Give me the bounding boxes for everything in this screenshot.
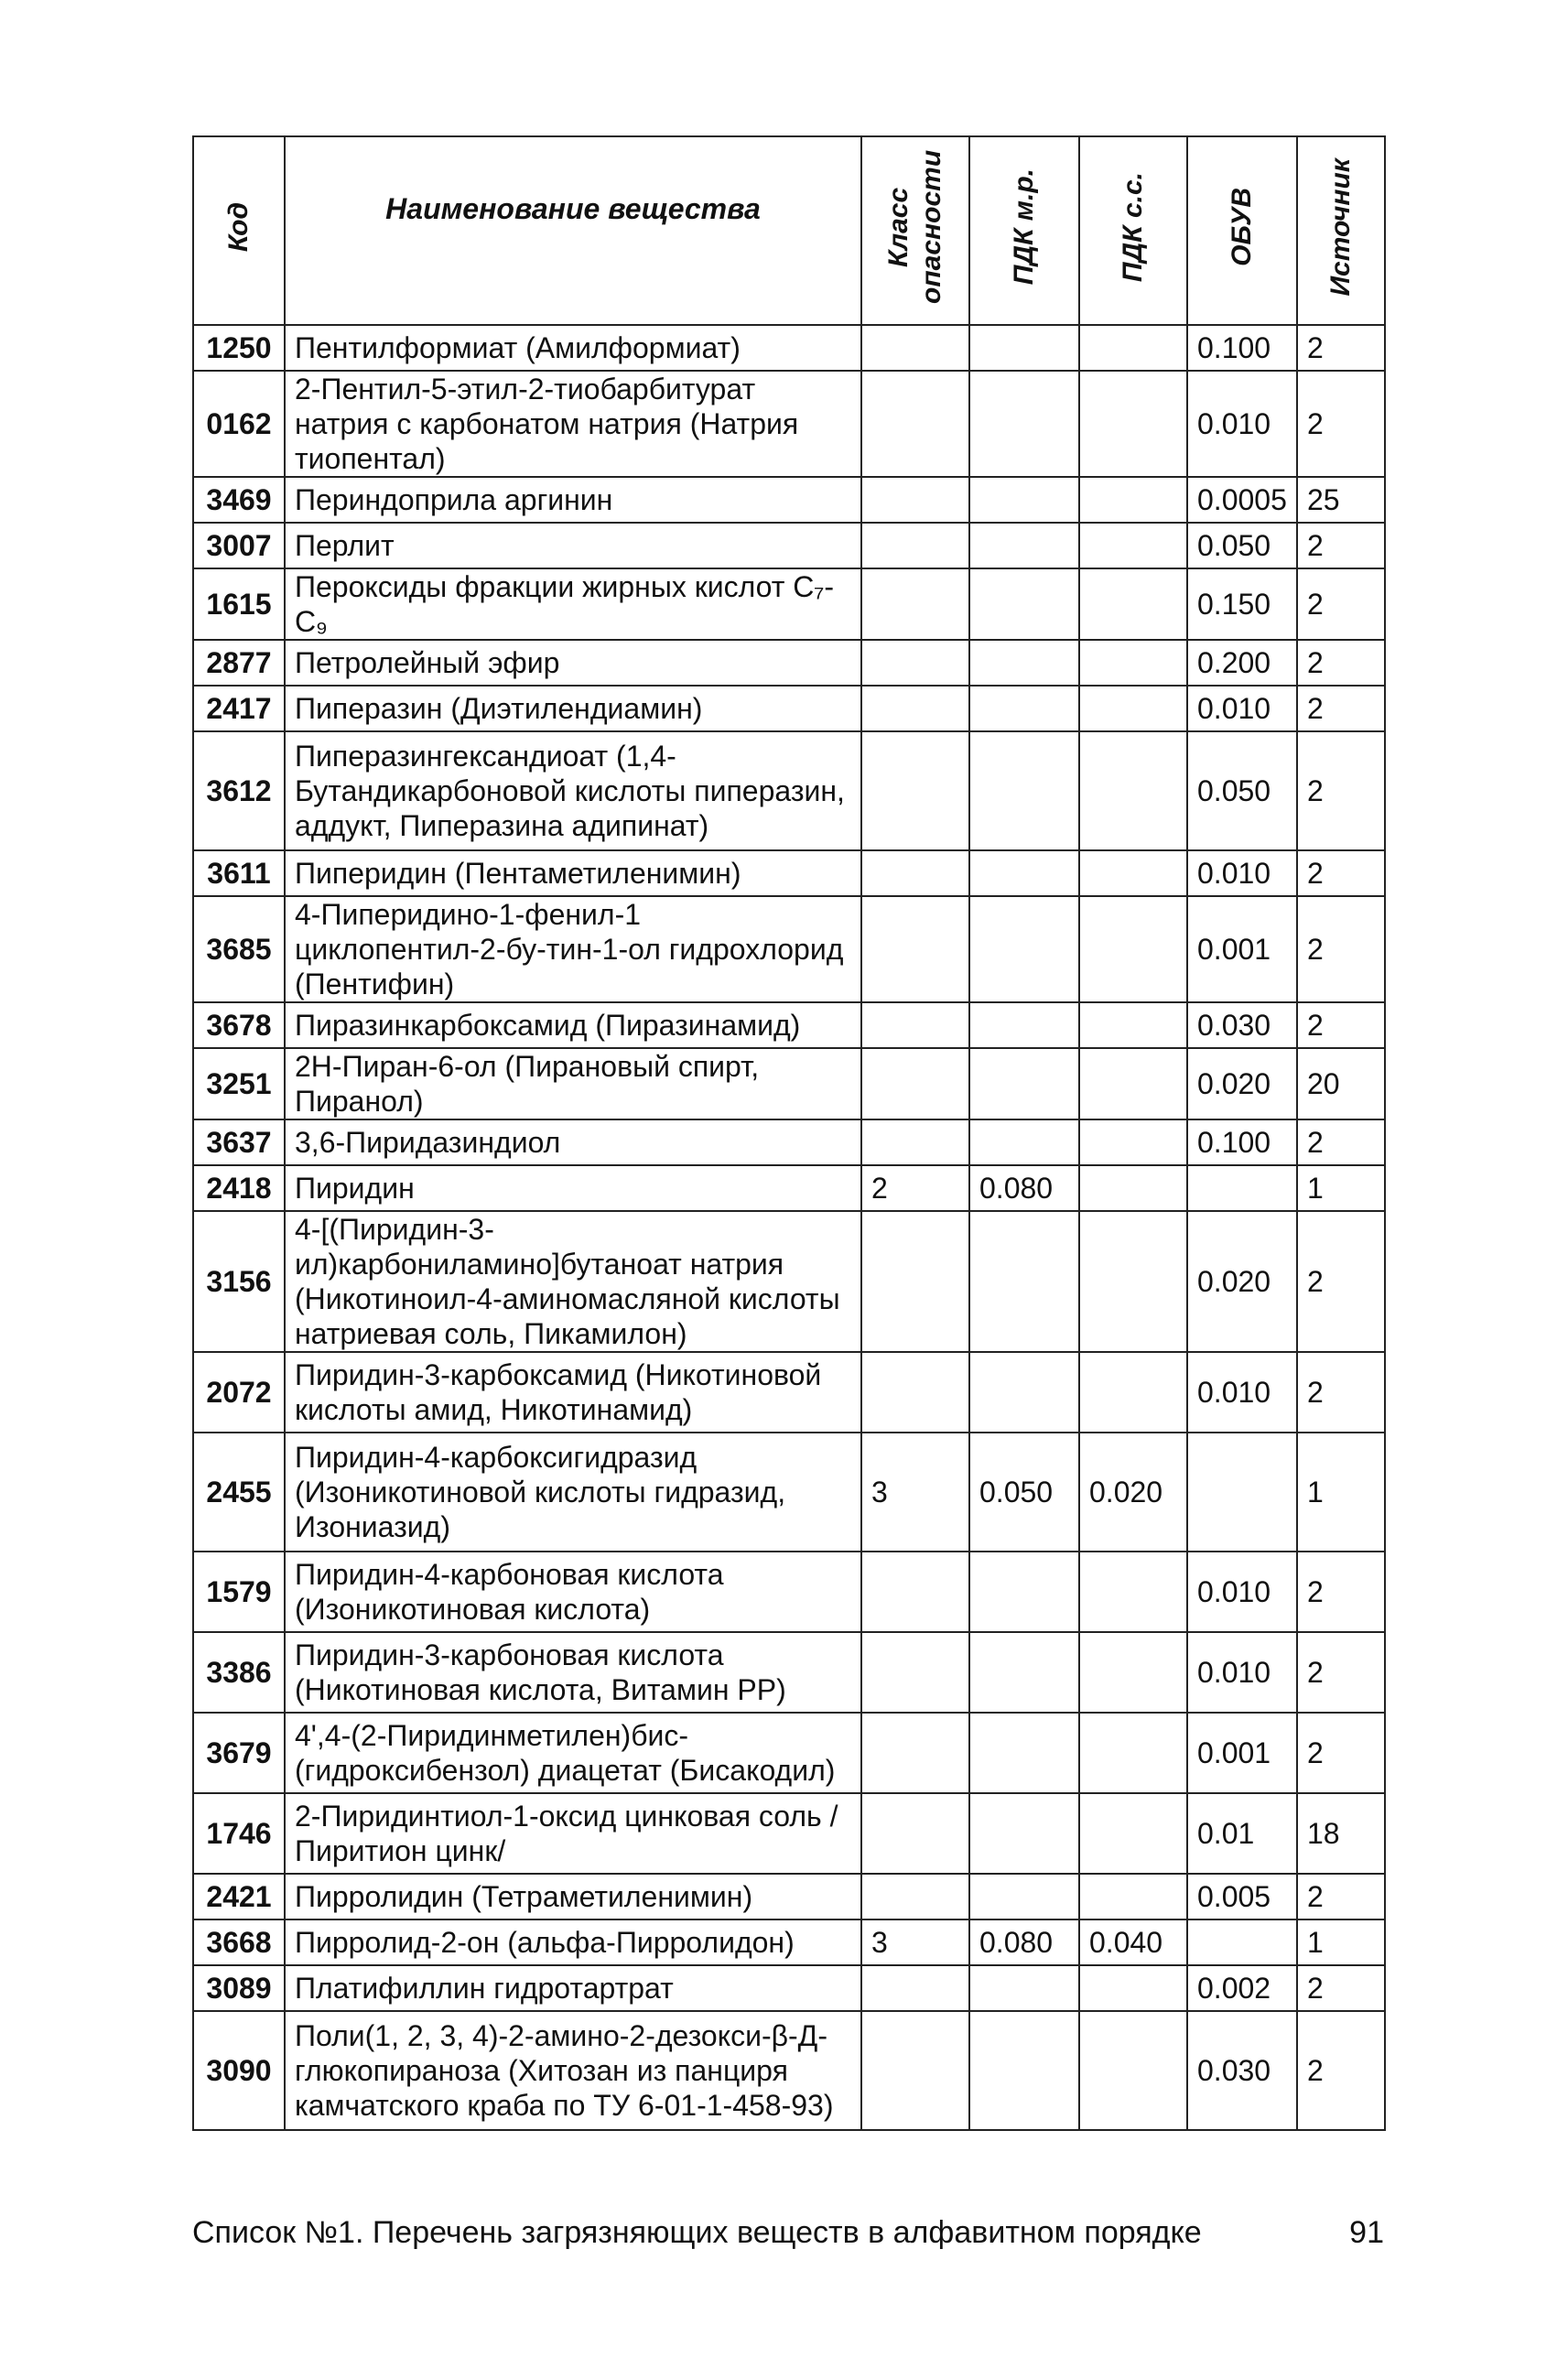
header-source: Источник [1297,136,1385,325]
table-row [193,850,1385,896]
cell-hazard-class [861,1352,969,1433]
cell-pdk-ss [1079,1793,1187,1874]
cell-pdk-ss [1079,568,1187,640]
table-row [193,1002,1385,1048]
cell-source: 2 [1297,1352,1385,1433]
table-row [193,523,1385,568]
cell-code: 3090 [193,2011,285,2130]
cell-name: 4',4-(2-Пиридинметилен)бис-(гидроксибензол) диацетат (Бисакодил) [285,1713,861,1793]
cell-code: 3007 [193,523,285,568]
cell-hazard-class: 2 [861,1165,969,1211]
cell-source: 1 [1297,1919,1385,1965]
cell-pdk-ss [1079,1211,1187,1352]
cell-pdk-ss [1079,1352,1187,1433]
cell-pdk-mr [969,523,1079,568]
cell-obuv: 0.002 [1187,1965,1297,2011]
cell-pdk-mr [969,1002,1079,1048]
table-row [193,896,1385,1002]
cell-name: 2-Пентил-5-этил-2-тиобарбитурат натрия с карбонатом натрия (Натрия тиопентал) [285,371,861,477]
cell-pdk-mr [969,1211,1079,1352]
cell-source: 1 [1297,1433,1385,1552]
cell-pdk-ss [1079,2011,1187,2130]
header-name: Наименование вещества [285,136,861,325]
cell-pdk-mr [969,1352,1079,1433]
cell-pdk-ss [1079,371,1187,477]
cell-obuv: 0.100 [1187,325,1297,371]
cell-name: 2H-Пиран-6-ол (Пирановый спирт, Пиранол) [285,1048,861,1119]
cell-pdk-ss [1079,1119,1187,1165]
cell-source: 2 [1297,523,1385,568]
cell-pdk-mr [969,1874,1079,1919]
cell-hazard-class [861,1048,969,1119]
cell-pdk-ss [1079,1713,1187,1793]
cell-name: Пиридин-3-карбоксамид (Никотиновой кислоты амид, Никотинамид) [285,1352,861,1433]
table-row [193,477,1385,523]
cell-hazard-class [861,2011,969,2130]
cell-pdk-mr [969,896,1079,1002]
table-row [193,1793,1385,1874]
cell-pdk-mr [969,1048,1079,1119]
cell-code: 3678 [193,1002,285,1048]
cell-code: 3679 [193,1713,285,1793]
cell-hazard-class [861,568,969,640]
cell-pdk-ss [1079,1632,1187,1713]
cell-obuv: 0.010 [1187,1632,1297,1713]
page-number: 91 [1349,2215,1384,2250]
cell-pdk-mr [969,1793,1079,1874]
cell-obuv: 0.005 [1187,1874,1297,1919]
cell-code: 2418 [193,1165,285,1211]
cell-hazard-class [861,686,969,731]
cell-code: 2072 [193,1352,285,1433]
cell-name: 4-[(Пиридин-3-ил)карбониламино]бутаноат натрия (Никотиноил-4-аминомасляной кислоты натриевая соль, Пикамилон) [285,1211,861,1352]
table-row [193,1632,1385,1713]
cell-source: 25 [1297,477,1385,523]
cell-name: Пирролидин (Тетраметиленимин) [285,1874,861,1919]
cell-obuv [1187,1165,1297,1211]
cell-obuv: 0.010 [1187,850,1297,896]
cell-pdk-ss [1079,325,1187,371]
cell-name: Поли(1, 2, 3, 4)-2-амино-2-дезокси-β-Д-глюкопираноза (Хитозан из панциря камчатского краба по ТУ 6-01-1-458-93) [285,2011,861,2130]
cell-source: 2 [1297,371,1385,477]
cell-name: Перлит [285,523,861,568]
cell-pdk-mr [969,1713,1079,1793]
cell-name: Пиридин [285,1165,861,1211]
cell-obuv [1187,1919,1297,1965]
cell-code: 0162 [193,371,285,477]
table-row [193,1433,1385,1552]
header-pdk-mr: ПДК м.р. [969,136,1079,325]
cell-source: 2 [1297,850,1385,896]
table-row [193,1048,1385,1119]
cell-pdk-mr [969,640,1079,686]
cell-obuv: 0.0005 [1187,477,1297,523]
cell-hazard-class [861,371,969,477]
cell-source: 18 [1297,1793,1385,1874]
table-header [193,136,1385,325]
cell-code: 3611 [193,850,285,896]
cell-code: 3469 [193,477,285,523]
cell-source: 2 [1297,686,1385,731]
cell-pdk-mr [969,686,1079,731]
cell-pdk-ss: 0.020 [1079,1433,1187,1552]
cell-source: 20 [1297,1048,1385,1119]
cell-obuv: 0.010 [1187,1552,1297,1632]
cell-hazard-class [861,1552,969,1632]
cell-source: 2 [1297,1002,1385,1048]
cell-obuv: 0.050 [1187,731,1297,850]
cell-code: 2455 [193,1433,285,1552]
cell-obuv: 0.001 [1187,1713,1297,1793]
cell-pdk-ss [1079,523,1187,568]
cell-source: 2 [1297,896,1385,1002]
cell-hazard-class [861,1632,969,1713]
table-row [193,325,1385,371]
table-row [193,686,1385,731]
cell-hazard-class [861,1965,969,2011]
cell-obuv [1187,1433,1297,1552]
cell-obuv: 0.050 [1187,523,1297,568]
table-row [193,1119,1385,1165]
cell-source: 2 [1297,2011,1385,2130]
cell-obuv: 0.010 [1187,371,1297,477]
cell-pdk-ss [1079,1048,1187,1119]
cell-code: 1746 [193,1793,285,1874]
cell-source: 2 [1297,1552,1385,1632]
cell-pdk-mr: 0.080 [969,1165,1079,1211]
table-row [193,1874,1385,1919]
cell-hazard-class [861,1713,969,1793]
cell-name: 3,6-Пиридазиндиол [285,1119,861,1165]
cell-pdk-ss [1079,896,1187,1002]
cell-pdk-mr [969,1119,1079,1165]
cell-source: 1 [1297,1165,1385,1211]
cell-pdk-mr [969,325,1079,371]
cell-obuv: 0.150 [1187,568,1297,640]
table-row [193,568,1385,640]
cell-pdk-ss [1079,1552,1187,1632]
cell-pdk-mr [969,2011,1079,2130]
cell-pdk-ss [1079,1002,1187,1048]
cell-obuv: 0.100 [1187,1119,1297,1165]
cell-pdk-ss [1079,731,1187,850]
cell-hazard-class [861,850,969,896]
cell-pdk-ss [1079,850,1187,896]
cell-source: 2 [1297,325,1385,371]
cell-pdk-ss [1079,686,1187,731]
cell-hazard-class [861,640,969,686]
cell-code: 3685 [193,896,285,1002]
cell-obuv: 0.030 [1187,1002,1297,1048]
cell-name: Пиридин-4-карбоксигидразид (Изоникотиновой кислоты гидразид, Изониазид) [285,1433,861,1552]
cell-code: 1615 [193,568,285,640]
cell-pdk-mr [969,850,1079,896]
cell-code: 1579 [193,1552,285,1632]
table-row [193,1211,1385,1352]
cell-hazard-class [861,1211,969,1352]
cell-pdk-mr [969,1552,1079,1632]
cell-pdk-ss [1079,477,1187,523]
cell-pdk-ss: 0.040 [1079,1919,1187,1965]
cell-code: 2417 [193,686,285,731]
cell-name: Пиперазингександиоат (1,4-Бутандикарбоновой кислоты пиперазин, аддукт, Пиперазина адипинат) [285,731,861,850]
cell-name: Пиридин-4-карбоновая кислота (Изоникотиновая кислота) [285,1552,861,1632]
header-hazard-class: Класс опасности [861,136,969,325]
cell-hazard-class [861,1793,969,1874]
cell-hazard-class [861,325,969,371]
cell-name: Пиридин-3-карбоновая кислота (Никотиновая кислота, Витамин PP) [285,1632,861,1713]
cell-name: Периндоприла аргинин [285,477,861,523]
cell-pdk-mr: 0.080 [969,1919,1079,1965]
substances-table [192,135,1386,2131]
cell-source: 2 [1297,1713,1385,1793]
cell-obuv: 0.010 [1187,686,1297,731]
cell-hazard-class [861,731,969,850]
cell-source: 2 [1297,1874,1385,1919]
cell-source: 2 [1297,568,1385,640]
cell-pdk-ss [1079,1874,1187,1919]
cell-pdk-mr [969,1632,1079,1713]
cell-code: 3668 [193,1919,285,1965]
cell-obuv: 0.01 [1187,1793,1297,1874]
header-code: Код [193,136,285,325]
cell-hazard-class [861,1119,969,1165]
cell-obuv: 0.030 [1187,2011,1297,2130]
cell-name: Платифиллин гидротартрат [285,1965,861,2011]
cell-code: 3251 [193,1048,285,1119]
cell-obuv: 0.001 [1187,896,1297,1002]
cell-pdk-mr: 0.050 [969,1433,1079,1552]
header-pdk-ss: ПДК с.с. [1079,136,1187,325]
cell-hazard-class [861,477,969,523]
cell-pdk-ss [1079,1965,1187,2011]
cell-hazard-class [861,1002,969,1048]
cell-source: 2 [1297,1211,1385,1352]
table-row [193,1919,1385,1965]
table-body [193,325,1385,2130]
cell-name: 2-Пиридинтиол-1-оксид цинковая соль /Пиритион цинк/ [285,1793,861,1874]
cell-code: 3386 [193,1632,285,1713]
table-row [193,1713,1385,1793]
table-row [193,1552,1385,1632]
cell-obuv: 0.010 [1187,1352,1297,1433]
cell-source: 2 [1297,640,1385,686]
table-row [193,2011,1385,2130]
table-row [193,1165,1385,1211]
cell-code: 2421 [193,1874,285,1919]
cell-name: Пиразинкарбоксамид (Пиразинамид) [285,1002,861,1048]
cell-code: 1250 [193,325,285,371]
cell-pdk-ss [1079,640,1187,686]
cell-name: Пиперазин (Диэтилендиамин) [285,686,861,731]
table-row [193,371,1385,477]
cell-source: 2 [1297,1119,1385,1165]
cell-name: Петролейный эфир [285,640,861,686]
cell-source: 2 [1297,731,1385,850]
cell-name: Пиперидин (Пентаметиленимин) [285,850,861,896]
cell-obuv: 0.200 [1187,640,1297,686]
table-row [193,731,1385,850]
cell-code: 3089 [193,1965,285,2011]
cell-name: Пентилформиат (Амилформиат) [285,325,861,371]
cell-hazard-class: 3 [861,1919,969,1965]
cell-pdk-mr [969,1965,1079,2011]
table-row [193,1965,1385,2011]
table-row [193,1352,1385,1433]
footer-title: Список №1. Перечень загрязняющих веществ в алфавитном порядке [192,2215,1202,2250]
cell-pdk-mr [969,731,1079,850]
cell-pdk-mr [969,371,1079,477]
cell-code: 3156 [193,1211,285,1352]
cell-pdk-mr [969,568,1079,640]
cell-name: 4-Пиперидино-1-фенил-1 циклопентил-2-бу-тин-1-ол гидрохлорид (Пентифин) [285,896,861,1002]
cell-code: 3637 [193,1119,285,1165]
cell-hazard-class: 3 [861,1433,969,1552]
cell-name: Пирролид-2-он (альфа-Пирролидон) [285,1919,861,1965]
cell-code: 2877 [193,640,285,686]
cell-source: 2 [1297,1632,1385,1713]
cell-obuv: 0.020 [1187,1211,1297,1352]
cell-pdk-mr [969,477,1079,523]
cell-source: 2 [1297,1965,1385,2011]
cell-hazard-class [861,523,969,568]
cell-hazard-class [861,896,969,1002]
cell-name: Пероксиды фракции жирных кислот C₇-C₉ [285,568,861,640]
header-obuv: ОБУВ [1187,136,1297,325]
cell-pdk-ss [1079,1165,1187,1211]
cell-obuv: 0.020 [1187,1048,1297,1119]
cell-code: 3612 [193,731,285,850]
cell-hazard-class [861,1874,969,1919]
table-row [193,640,1385,686]
